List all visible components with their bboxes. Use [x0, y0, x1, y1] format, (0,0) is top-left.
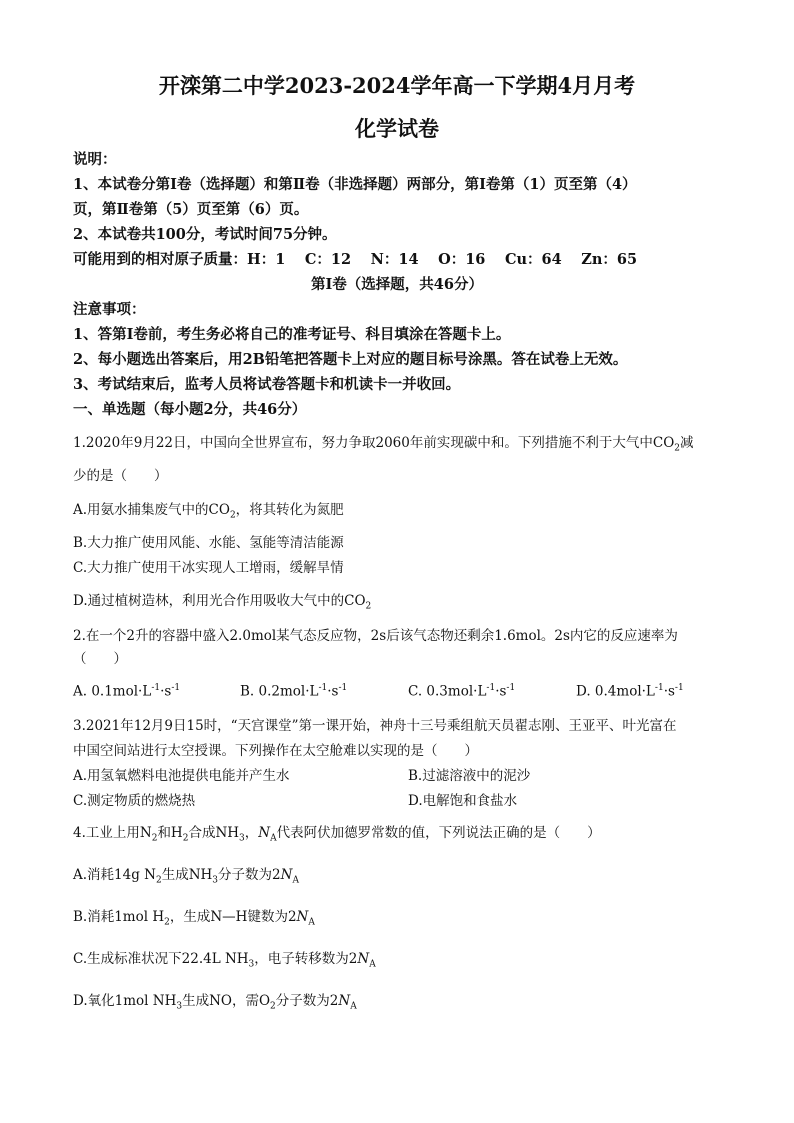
instructions-heading: 说明： [73, 151, 117, 168]
note-2: 2、每小题选出答案后，用2B铅笔把答题卡上对应的题目标号涂黑。答在试卷上无效。 [73, 351, 628, 368]
q1-option-c: C.大力推广使用干冰实现人工增雨，缓解旱情 [73, 560, 344, 576]
part-heading: 一、单选题（每小题2分，共46分） [73, 401, 307, 418]
q2-stem: 2.在一个2升的容器中盛入2.0mol某气态反应物，2s后该气态物还剩余1.6mol。2s内它的反应速率为 [73, 628, 678, 644]
q2-option-d: D. $0.4mol\cdot L^{-1}\cdot s^{-1}$ [576, 683, 684, 700]
q1-stem: 1.2020年9月22日，中国向全世界宣布，努力争取2060年前实现碳中和。下列措施不利于大气中$CO_2$减 [73, 435, 694, 454]
q4-stem: 4.工业上用$N_2$和$H_2$合成$NH_3$，$N_A$代表阿伏加德罗常数的值，下列说法正确的是（ ） [73, 825, 601, 844]
q3-option-c: C.测定物质的燃烧热 [73, 793, 196, 809]
q3-option-b: B.过滤溶液中的泥沙 [408, 768, 531, 784]
q2-option-b: B. $0.2mol\cdot L^{-1}\cdot s^{-1}$ [240, 683, 348, 700]
note-3: 3、考试结束后，监考人员将试卷答题卡和机读卡一并收回。 [73, 376, 461, 393]
q1-option-d: D.通过植树造林，利用光合作用吸收大气中的$CO_2$ [73, 593, 372, 612]
instruction-2: 2、本试卷共100分，考试时间75分钟。 [73, 226, 337, 243]
q3-stem-cont: 中国空间站进行太空授课。下列操作在太空舱难以实现的是（ ） [73, 743, 478, 759]
q3-stem: 3.2021年12月9日15时，“天宫课堂”第一课开始，神舟十三号乘组航天员翟志刚、王亚平、叶光富在 [73, 718, 677, 734]
q3-option-a: A.用氢氧燃料电池提供电能并产生水 [73, 768, 290, 784]
q2-option-a: A. $0.1mol\cdot L^{-1}\cdot s^{-1}$ [73, 683, 181, 700]
exam-title: 开滦第二中学2023-2024学年高一下学期4月月考 [158, 73, 636, 98]
q1-stem-cont: 少的是（ ） [73, 468, 168, 484]
notes-heading: 注意事项： [73, 301, 146, 318]
q1-option-a: A.用氨水捕集废气中的$CO_2$，将其转化为氮肥 [73, 502, 344, 521]
q4-option-b: B.消耗1mol $H_2$，生成N—H键数为$2N_A$ [73, 909, 315, 928]
q4-option-d: D.氧化1mol $NH_3$生成NO，需$O_2$分子数为$2N_A$ [73, 993, 357, 1012]
exam-subject: 化学试卷 [355, 116, 439, 141]
atomic-masses: 可能用到的相对原子质量：H：1 C：12 N：14 O：16 Cu：64 Zn：65 [73, 251, 638, 268]
instruction-1-cont: 页，第Ⅱ卷第（5）页至第（6）页。 [73, 201, 309, 218]
q2-stem-cont: （ ） [73, 651, 127, 667]
section-title: 第Ⅰ卷（选择题，共46分） [311, 276, 483, 293]
q1-option-b: B.大力推广使用风能、水能、氢能等清洁能源 [73, 535, 344, 551]
instruction-1: 1、本试卷分第Ⅰ卷（选择题）和第Ⅱ卷（非选择题）两部分，第Ⅰ卷第（1）页至第（4） [73, 176, 637, 193]
note-1: 1、答第Ⅰ卷前，考生务必将自己的准考证号、科目填涂在答题卡上。 [73, 326, 511, 343]
q4-option-a: A.消耗14g $N_2$生成$NH_3$分子数为$2N_A$ [73, 867, 299, 886]
q2-option-c: C. $0.3mol\cdot L^{-1}\cdot s^{-1}$ [408, 683, 516, 700]
q3-option-d: D.电解饱和食盐水 [408, 793, 518, 809]
q4-option-c: C.生成标准状况下22.4L $NH_3$，电子转移数为$2N_A$ [73, 951, 376, 970]
